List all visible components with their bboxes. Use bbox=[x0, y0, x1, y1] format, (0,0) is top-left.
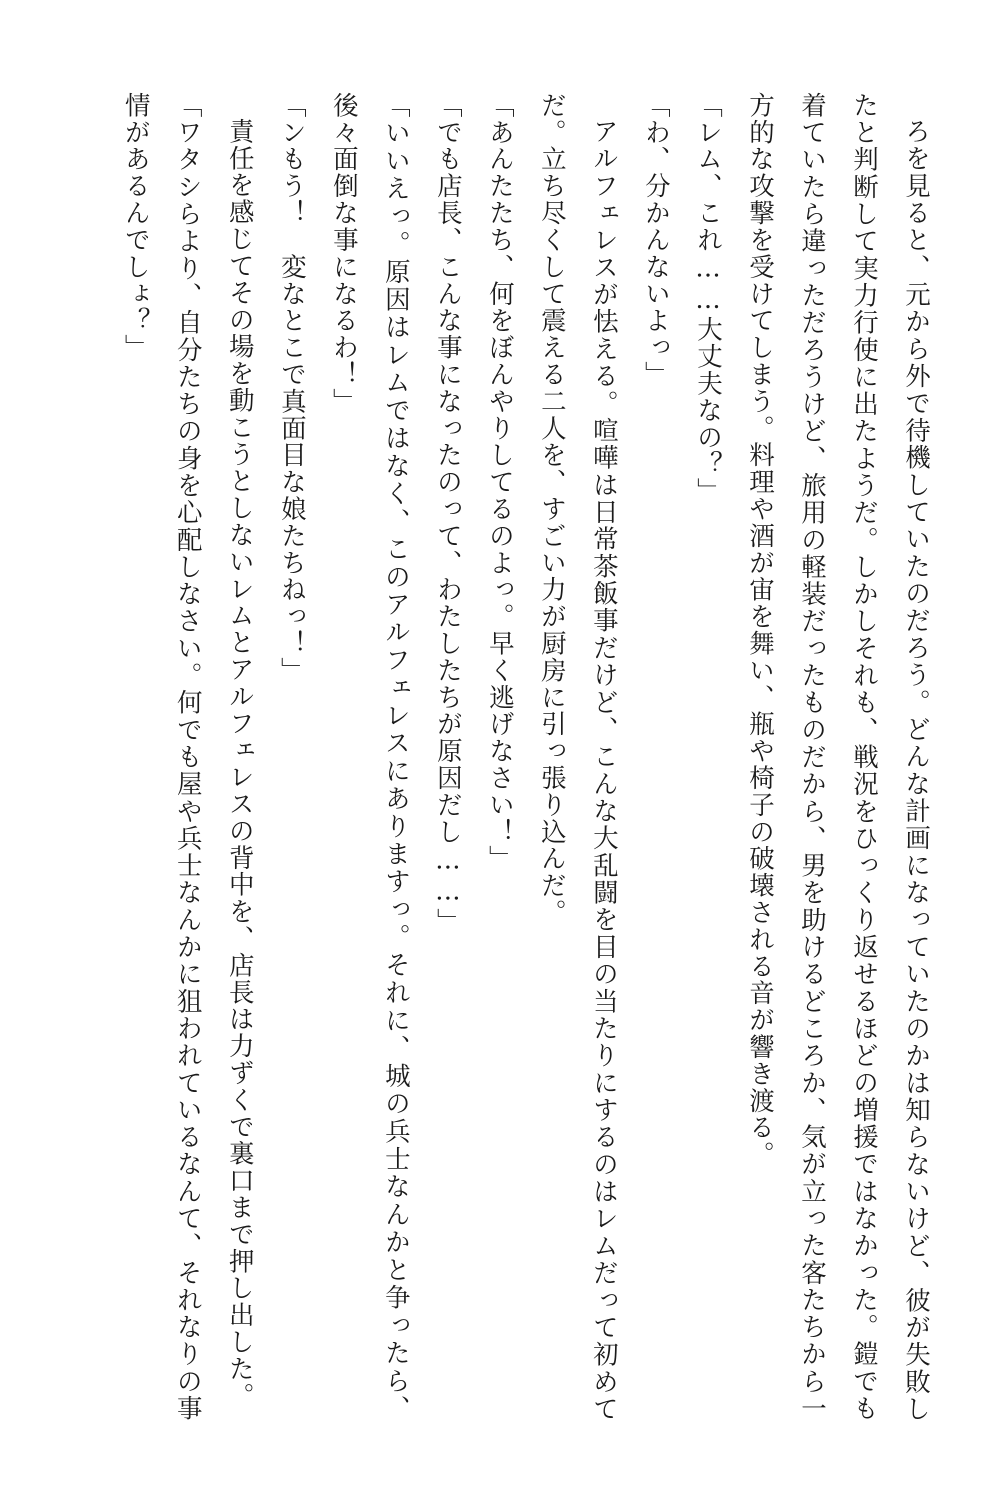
paragraph: 「わ、分かんないよっ」 bbox=[640, 92, 671, 388]
paragraph: 「いいえっ。原因はレムではなく、このアルフェレスにありますっ。それに、城の兵士なんかと争ったら、後々面倒な事になるわ！」 bbox=[328, 92, 411, 1422]
novel-body-text bbox=[58, 92, 942, 1422]
paragraph: 「レム、これ……大丈夫なの？」 bbox=[692, 92, 723, 505]
paragraph: アルフェレスが怯える。喧嘩は日常茶飯事だけど、こんな大乱闘を目の当たりにするのはレムだって初めてだ。立ち尽くして震える二人を、すごい力が厨房に引っ張り込んだ。 bbox=[536, 92, 619, 1422]
paragraph: 責任を感じてその場を動こうとしないレムとアルフェレスの背中を、店長は力ずくで裏口まで押し出した。 bbox=[224, 117, 255, 1409]
paragraph: 「でも店長、こんな事になったのって、わたしたちが原因だし……」 bbox=[432, 92, 463, 935]
paragraph: 「あんたたち、何をぼんやりしてるのよっ。早く逃げなさい！」 bbox=[484, 92, 515, 873]
paragraph: 「ワタシらより、自分たちの身を心配しなさい。何でも屋や兵士なんかに狙われているなんて、それなりの事情があるんでしょ？」 bbox=[120, 92, 203, 1422]
paragraph: 「ンもう！ 変なとこで真面目な娘たちねっ！」 bbox=[276, 92, 307, 684]
paragraph: ろを見ると、元から外で待機していたのだろう。どんな計画になっていたのかは知らないけど、彼が失敗したと判断して実力行使に出たようだ。しかしそれも、戦況をひっくり返せるほどの増援ではなかった。鎧でも着ていたら違っただろうけど、旅用の軽装だったものだから、男を助けるどころか、気が立った客たちから一方的な攻撃を受けてしまう。料理や酒が宙を舞い、瓶や椅子の破壊される音が響き渡る。 bbox=[744, 92, 931, 1422]
